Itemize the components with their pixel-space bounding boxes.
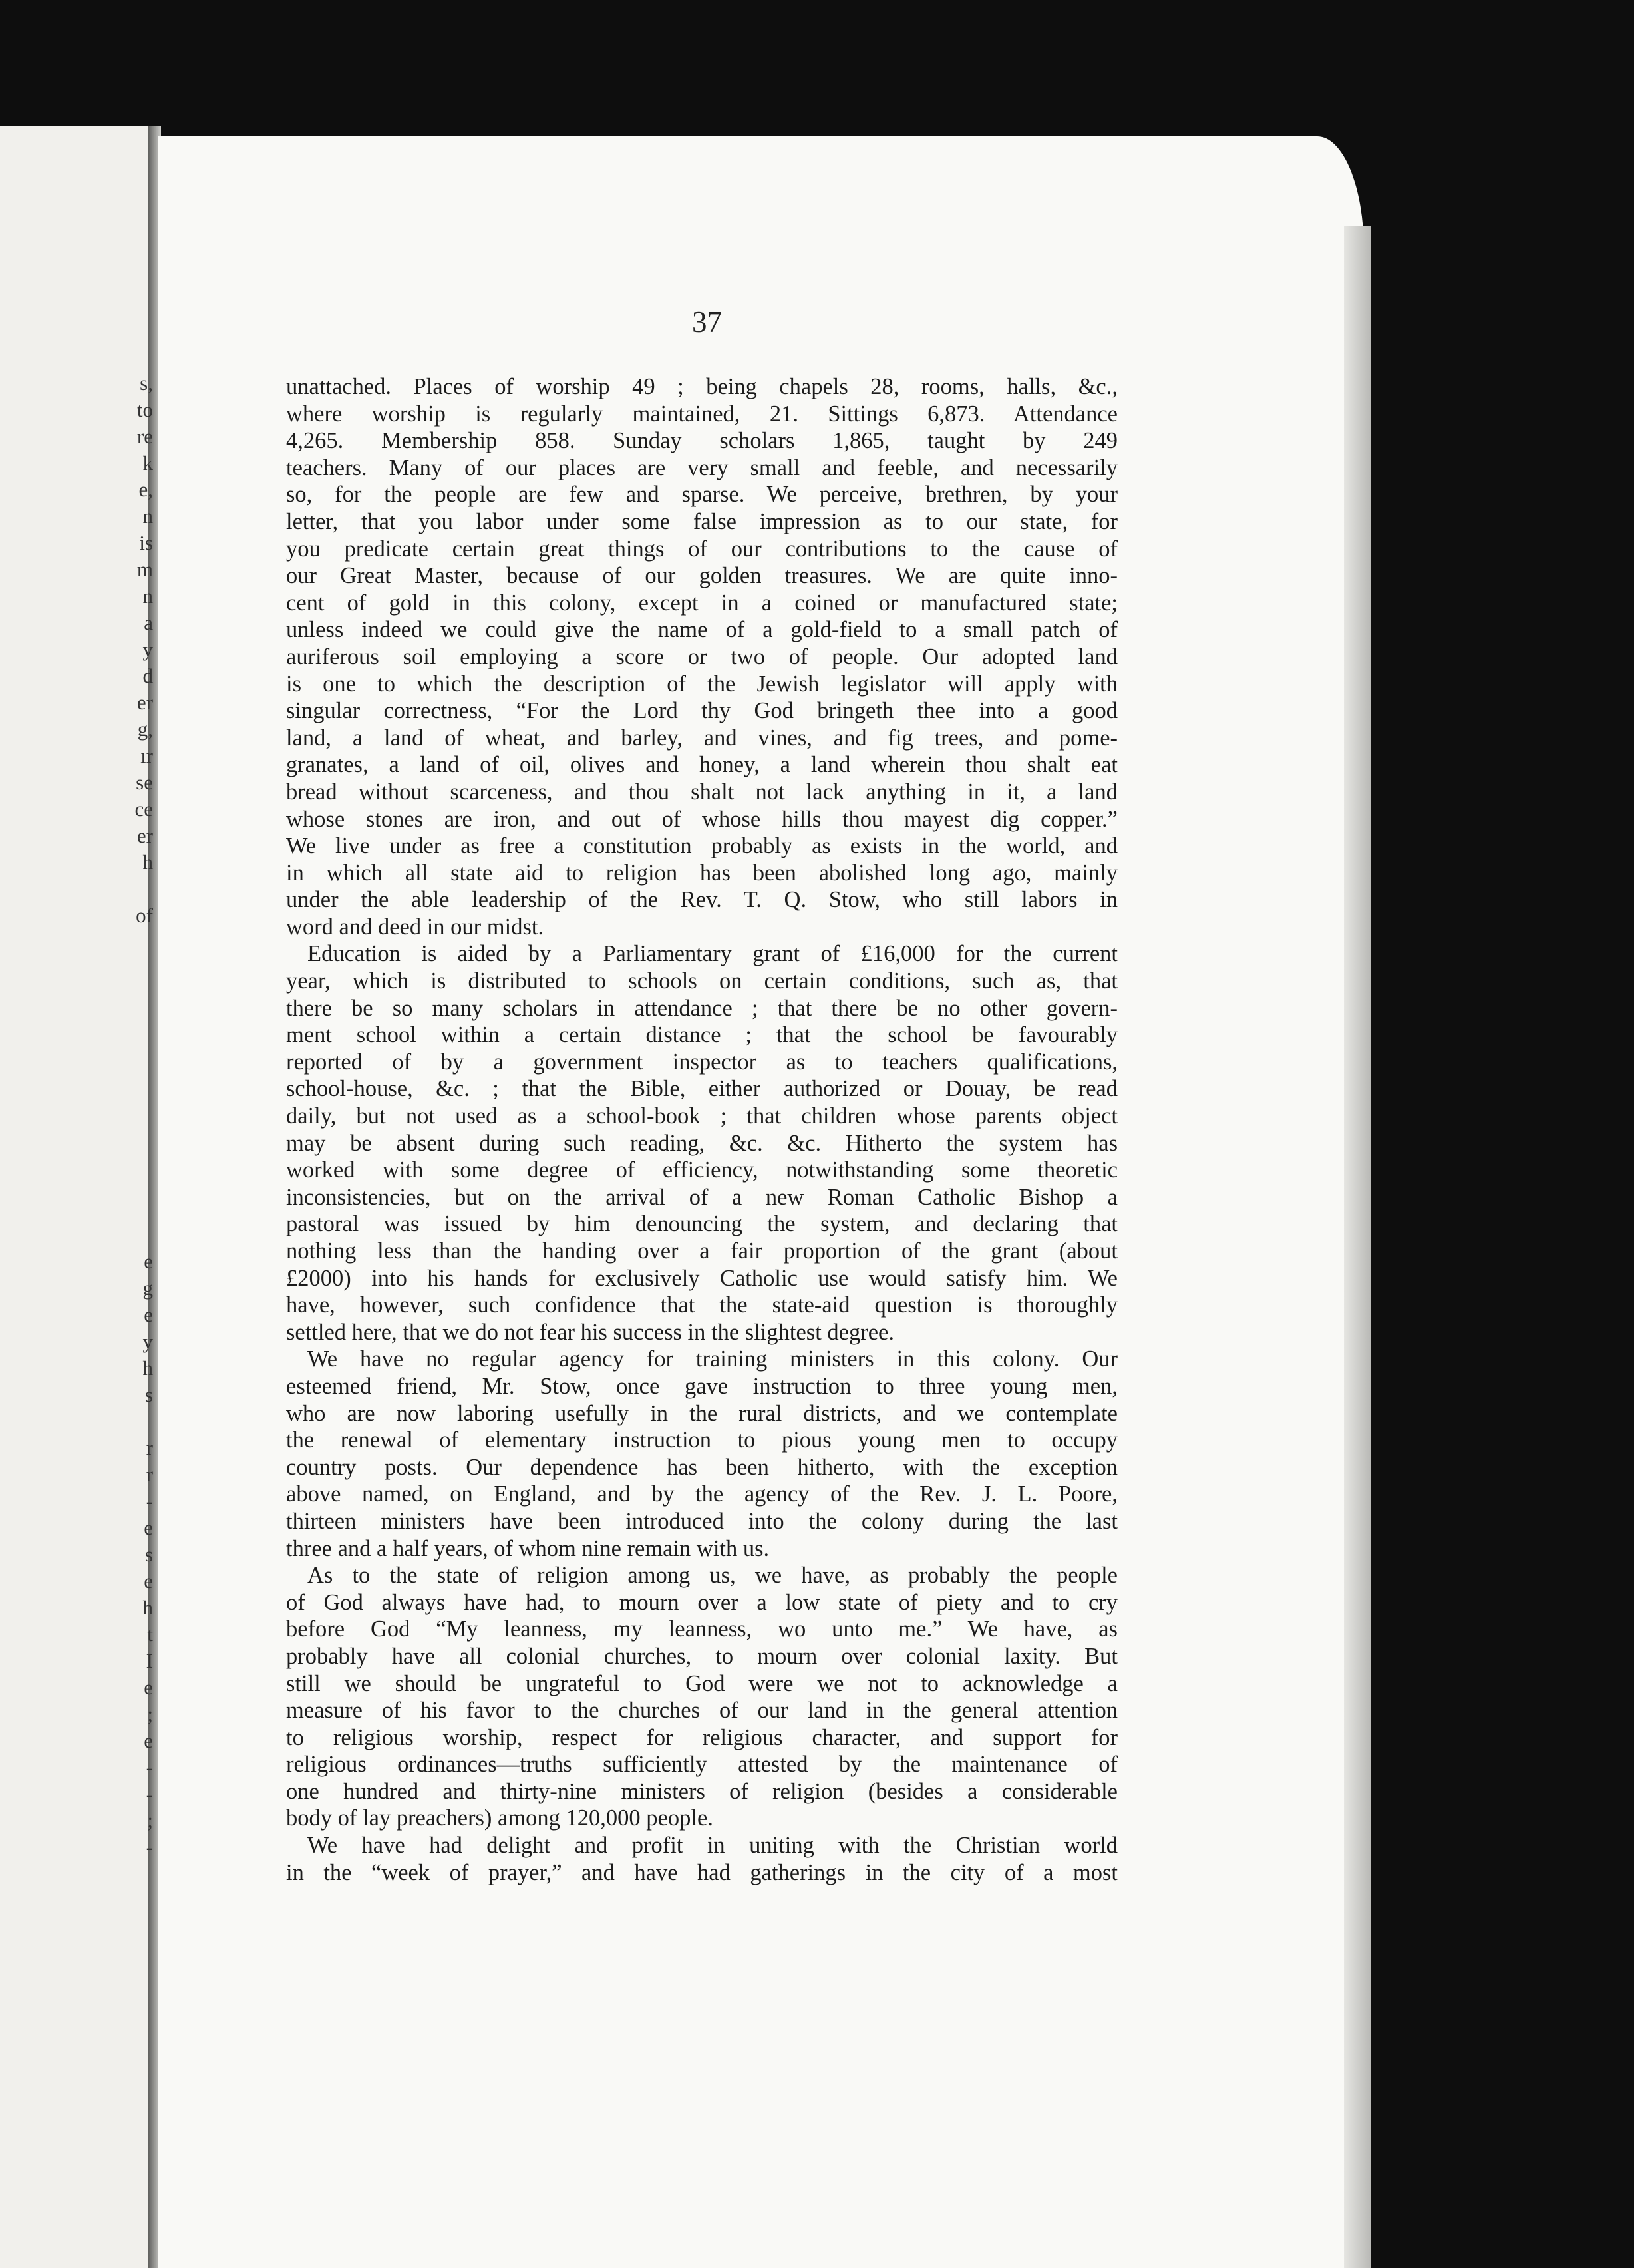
text-line: granates, a land of oil, olives and honey, a land wherein thou shalt eat	[286, 752, 1118, 778]
text-line: bread without scarceness, and thou shalt not lack anything in it, a land	[286, 779, 1118, 805]
left-page-fragment: n	[142, 504, 153, 528]
text-line: school-house, &c. ; that the Bible, either authorized or Douay, be read	[286, 1076, 1118, 1102]
text-line: daily, but not used as a school-book ; that children whose parents object	[286, 1103, 1118, 1129]
text-line: body of lay preachers) among 120,000 people.	[286, 1805, 713, 1831]
text-line: letter, that you labor under some false impression as to our state, for	[286, 508, 1118, 534]
left-page-fragment: h	[142, 1596, 153, 1619]
text-line: in the “week of prayer,” and have had gatherings in the city of a most	[286, 1859, 1118, 1885]
text-line: reported of by a government inspector as to teachers qualifications,	[286, 1049, 1118, 1075]
left-page-fragment: n	[142, 584, 153, 608]
text-line: nothing less than the handing over a fair proportion of the grant (about	[286, 1238, 1118, 1264]
left-page-fragment: r	[146, 1436, 153, 1459]
text-line: one hundred and thirty-nine ministers of religion (besides a considerable	[286, 1778, 1118, 1804]
left-page-fragment: s	[144, 1383, 153, 1406]
text-line: you predicate certain great things of our contributions to the cause of	[286, 536, 1118, 562]
text-line: where worship is regularly maintained, 21. Sittings 6,873. Attendance	[286, 401, 1118, 427]
left-page-fragment: e,	[138, 478, 153, 501]
left-page-fragment: e	[144, 1729, 153, 1752]
text-line: settled here, that we do not fear his success in the slightest degree.	[286, 1319, 894, 1345]
text-line: our Great Master, because of our golden treasures. We are quite inno-	[286, 563, 1118, 589]
left-page-fragment: e	[144, 1676, 153, 1699]
text-line: under the able leadership of the Rev. T. Q. Stow, who still labors in	[286, 887, 1118, 913]
text-line: auriferous soil employing a score or two of people. Our adopted land	[286, 644, 1118, 669]
text-line: pastoral was issued by him denouncing the system, and declaring that	[286, 1211, 1118, 1237]
left-page-fragment: of	[136, 904, 153, 927]
left-page-fragment: -	[146, 1835, 153, 1859]
text-line: £2000) into his hands for exclusively Catholic use would satisfy him. We	[286, 1265, 1118, 1291]
text-line: to religious worship, respect for religious character, and support for	[286, 1724, 1118, 1750]
left-page-fragment: er	[136, 691, 153, 714]
text-line: before God “My leanness, my leanness, wo unto me.” We have, as	[286, 1616, 1118, 1642]
text-line: may be absent during such reading, &c. &c. Hitherto the system has	[286, 1130, 1118, 1156]
text-line: ment school within a certain distance ; that the school be favourably	[286, 1022, 1118, 1048]
left-page-fragment: is	[139, 531, 153, 554]
text-line: As to the state of religion among us, we have, as probably the people	[307, 1563, 1118, 1589]
text-line: We have no regular agency for training ministers in this colony. Our	[307, 1346, 1118, 1372]
text-line: We live under as free a constitution probably as exists in the world, and	[286, 833, 1118, 859]
left-page-fragment: r	[146, 1463, 153, 1486]
text-line: still we should be ungrateful to God were we not to acknowledge a	[286, 1670, 1118, 1696]
left-page-fragment: to	[136, 398, 153, 421]
text-line: probably have all colonial churches, to mourn over colonial laxity. But	[286, 1643, 1118, 1669]
left-page-fragment: a	[144, 611, 153, 634]
left-page-fragment: t	[147, 1622, 153, 1646]
text-line: the renewal of elementary instruction to pious young men to occupy	[286, 1427, 1118, 1453]
left-page-fragment: d	[142, 664, 153, 687]
text-line: three and a half years, of whom nine remain with us.	[286, 1535, 770, 1561]
text-line: religious ordinances—truths sufficiently attested by the maintenance of	[286, 1752, 1118, 1778]
left-page-fragment: s	[144, 1543, 153, 1566]
left-page-fragment: I	[146, 1649, 153, 1672]
text-line: is one to which the description of the Jewish legislator will apply with	[286, 671, 1118, 697]
left-page-fragment: g	[142, 1276, 153, 1300]
text-line: measure of his favor to the churches of our land in the general attention	[286, 1698, 1118, 1724]
page-body-text	[286, 373, 1118, 1886]
text-line: so, for the people are few and sparse. We perceive, brethren, by your	[286, 482, 1118, 508]
left-page-fragment: k	[142, 451, 153, 474]
text-line: unless indeed we could give the name of a gold-field to a small patch of	[286, 617, 1118, 643]
text-line: 4,265. Membership 858. Sunday scholars 1,865, taught by 249	[286, 428, 1118, 454]
text-line: teachers. Many of our places are very small and feeble, and necessarily	[286, 455, 1118, 480]
text-line: singular correctness, “For the Lord thy God bringeth thee into a good	[286, 698, 1118, 724]
page-edge-shadow	[1344, 226, 1371, 2268]
text-line: unattached. Places of worship 49 ; being chapels 28, rooms, halls, &c.,	[286, 374, 1118, 399]
text-line: there be so many scholars in attendance ; that there be no other govern-	[286, 995, 1118, 1021]
text-line: have, however, such confidence that the state-aid question is thoroughly	[286, 1292, 1118, 1318]
left-page-edge	[0, 126, 155, 2268]
left-page-fragment: h	[142, 850, 153, 874]
text-line: whose stones are iron, and out of whose hills thou mayest dig copper.”	[286, 806, 1118, 832]
left-page-fragment: se	[136, 771, 153, 794]
left-page-fragment: g,	[137, 717, 153, 741]
left-page-fragment: e	[144, 1303, 153, 1326]
left-page-fragment: y	[142, 638, 153, 661]
left-page-fragment: h	[142, 1356, 153, 1380]
text-line: of God always have had, to mourn over a low state of piety and to cry	[286, 1589, 1118, 1615]
text-line: We have had delight and profit in uniting with the Christian world	[307, 1833, 1118, 1859]
text-line: land, a land of wheat, and barley, and vines, and fig trees, and pome-	[286, 725, 1118, 751]
text-line: in which all state aid to religion has been abolished long ago, mainly	[286, 860, 1118, 886]
left-page-fragment: ır	[140, 744, 153, 767]
left-page-fragment: -	[146, 1756, 153, 1779]
left-page-fragment: e	[144, 1250, 153, 1273]
page-number: 37	[692, 305, 722, 339]
left-page-fragment: m	[136, 558, 153, 581]
text-line: thirteen ministers have been introduced into the colony during the last	[286, 1508, 1118, 1534]
text-line: word and deed in our midst.	[286, 914, 544, 940]
text-line: esteemed friend, Mr. Stow, once gave instruction to three young men,	[286, 1373, 1118, 1399]
left-page-fragment: ;	[147, 1809, 153, 1832]
left-page-fragment: -	[146, 1489, 153, 1513]
text-line: year, which is distributed to schools on certain conditions, such as, that	[286, 968, 1118, 994]
left-page-fragment: s,	[140, 371, 153, 395]
text-line: above named, on England, and by the agency of the Rev. J. L. Poore,	[286, 1481, 1118, 1507]
left-page-fragment: er	[136, 824, 153, 847]
left-page-fragment: ce	[134, 797, 153, 821]
left-page-fragment: y	[142, 1330, 153, 1353]
text-line: Education is aided by a Parliamentary grant of £16,000 for the current	[307, 941, 1118, 967]
text-line: who are now laboring usefully in the rural districts, and we contemplate	[286, 1400, 1118, 1426]
text-line: inconsistencies, but on the arrival of a new Roman Catholic Bishop a	[286, 1184, 1118, 1210]
left-page-fragment: e	[144, 1516, 153, 1539]
text-line: cent of gold in this colony, except in a coined or manufactured state;	[286, 590, 1118, 616]
text-line: worked with some degree of efficiency, notwithstanding some theoretic	[286, 1157, 1118, 1183]
left-page-fragment: e	[144, 1569, 153, 1593]
left-page-fragment: ;	[147, 1702, 153, 1726]
left-page-fragment: re	[136, 425, 153, 448]
left-page-fragment: -	[146, 1782, 153, 1805]
text-line: country posts. Our dependence has been hitherto, with the exception	[286, 1454, 1118, 1480]
